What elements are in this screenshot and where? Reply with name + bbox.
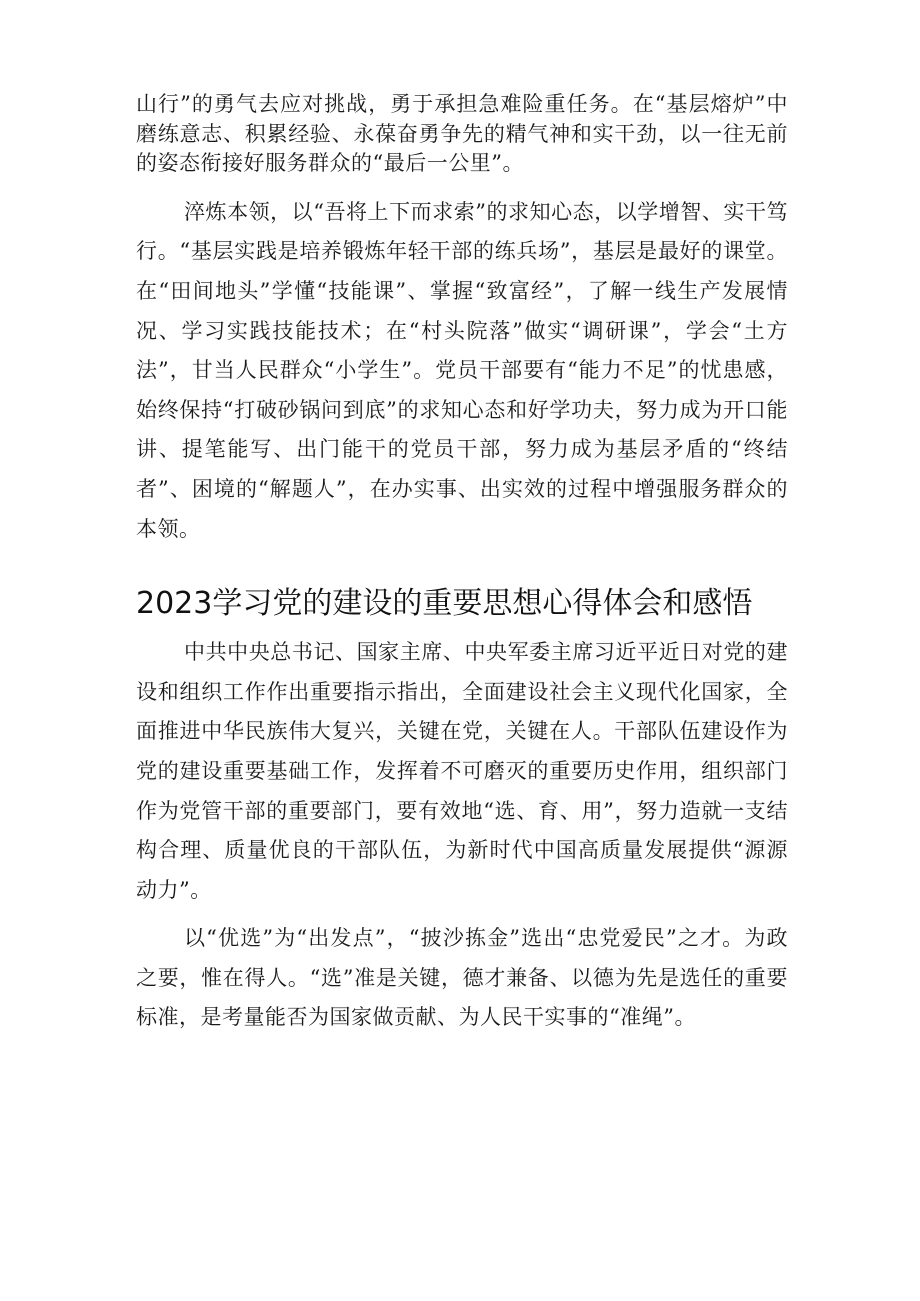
section-heading: 2023学习党的建设的重要思想心得体会和感悟 <box>136 586 753 622</box>
paragraph-intro: 中共中央总书记、国家主席、中央军委主席习近平近日对党的建设和组织工作作出重要指示指出，全面建设社会主义现代化国家，全面推进中华民族伟大复兴，关键在党，关键在人。干部队伍建设作为党的建设重要基础工作，发挥着不可磨灭的重要历史作用，组织部门作为党管干部的重要部门，要有效地“选、育、用”，努力造就一支结构合理、质量优良的干部队伍，为新时代中国高质量发展提供“源源动力”。 <box>136 640 788 902</box>
document-page <box>136 90 788 1038</box>
paragraph-skill-refinement: 淬炼本领，以“吾将上下而求索”的求知心态，以学增智、实干笃行。“基层实践是培养锻炼年轻干部的练兵场”，基层是最好的课堂。在“田间地头”学懂“技能课”、掌握“致富经”，了解一线生产发展情况、学习实践技能技术；在“村头院落”做实“调研课”，学会“土方法”，甘当人民群众“小学生”。党员干部要有“能力不足”的忧患感，始终保持“打破砂锅问到底”的求知心态和好学功夫，努力成为开口能讲、提笔能写、出门能干的党员干部，努力成为基层矛盾的“终结者”、困境的“解题人”，在办实事、出实效的过程中增强服务群众的本领。 <box>136 199 788 541</box>
paragraph-selection: 以“优选”为“出发点”，“披沙拣金”选出“忠党爱民”之才。为政之要，惟在得人。“选”准是关键，德才兼备、以德为先是选任的重要标准，是考量能否为国家做贡献、为人民干实事的“准绳”。 <box>136 926 788 1030</box>
paragraph-continuation: 山行”的勇气去应对挑战，勇于承担急难险重任务。在“基层熔炉”中磨练意志、积累经验、永葆奋勇争先的精气神和实干劲，以一往无前的姿态衔接好服务群众的“最后一公里”。 <box>136 92 788 176</box>
